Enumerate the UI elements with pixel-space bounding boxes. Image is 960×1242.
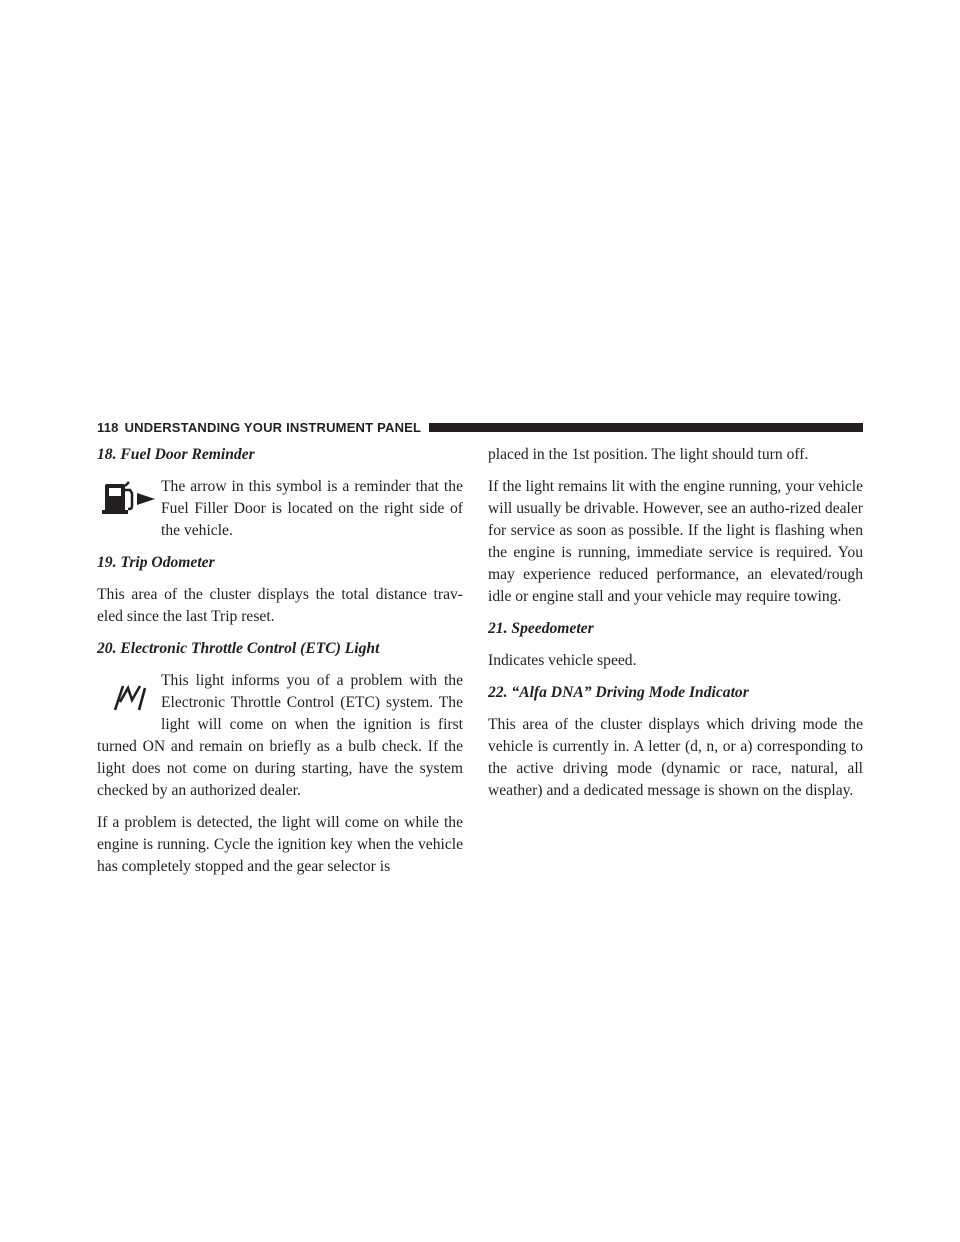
fuel-door-reminder-text: The arrow in this symbol is a reminder that the Fuel Filler Door is located on the right side of the vehicle. bbox=[161, 478, 463, 539]
running-header-title: UNDERSTANDING YOUR INSTRUMENT PANEL bbox=[124, 419, 422, 435]
page-header bbox=[97, 416, 863, 438]
etc-light-icon bbox=[97, 670, 161, 736]
page-number: 118 bbox=[97, 419, 119, 435]
trip-odometer-text: This area of the cluster displays the total distance trav-eled since the last Trip reset. bbox=[97, 586, 463, 625]
section-heading-fuel-door-reminder: 18. Fuel Door Reminder bbox=[97, 446, 255, 463]
section-heading-trip-odometer: 19. Trip Odometer bbox=[97, 554, 215, 571]
header-rule bbox=[429, 423, 863, 432]
etc-light-text: This light informs you of a problem with the Electronic Throttle Control (ETC) system. The light will come on when the ignition is first turned ON and remain on briefly as a bulb check. If the light does not come on during starting, have the system checked by an authorized dealer. bbox=[97, 672, 463, 799]
etc-light-block bbox=[97, 670, 463, 802]
left-column bbox=[97, 444, 463, 888]
etc-light-text-3: placed in the 1st position. The light should turn off. bbox=[488, 446, 809, 463]
etc-light-text-2: If a problem is detected, the light will come on while the engine is running. Cycle the ignition key when the vehicle has completely stopped and the gear selector is bbox=[97, 814, 463, 875]
right-column bbox=[488, 444, 863, 812]
section-heading-alfa-dna: 22. “Alfa DNA” Driving Mode Indicator bbox=[488, 684, 749, 701]
fuel-door-reminder-block bbox=[97, 476, 463, 542]
etc-light-text-4: If the light remains lit with the engine running, your vehicle will usually be drivable. However, see an autho-rized dealer for service as soon as possible. If the light is flashing when the engine is running, immediate service is required. You may experience reduced performance, an elevated/rough idle or engine stall and your vehicle may require towing. bbox=[488, 478, 863, 605]
fuel-door-reminder-icon bbox=[97, 476, 161, 516]
section-heading-speedometer: 21. Speedometer bbox=[488, 620, 594, 637]
speedometer-text: Indicates vehicle speed. bbox=[488, 652, 637, 669]
alfa-dna-text: This area of the cluster displays which driving mode the vehicle is currently in. A letter (d, n, or a) corresponding to the active driving mode (dynamic or race, natural, all weather) and a dedicated message is shown on the display. bbox=[488, 716, 863, 799]
section-heading-etc-light: 20. Electronic Throttle Control (ETC) Light bbox=[97, 640, 380, 657]
